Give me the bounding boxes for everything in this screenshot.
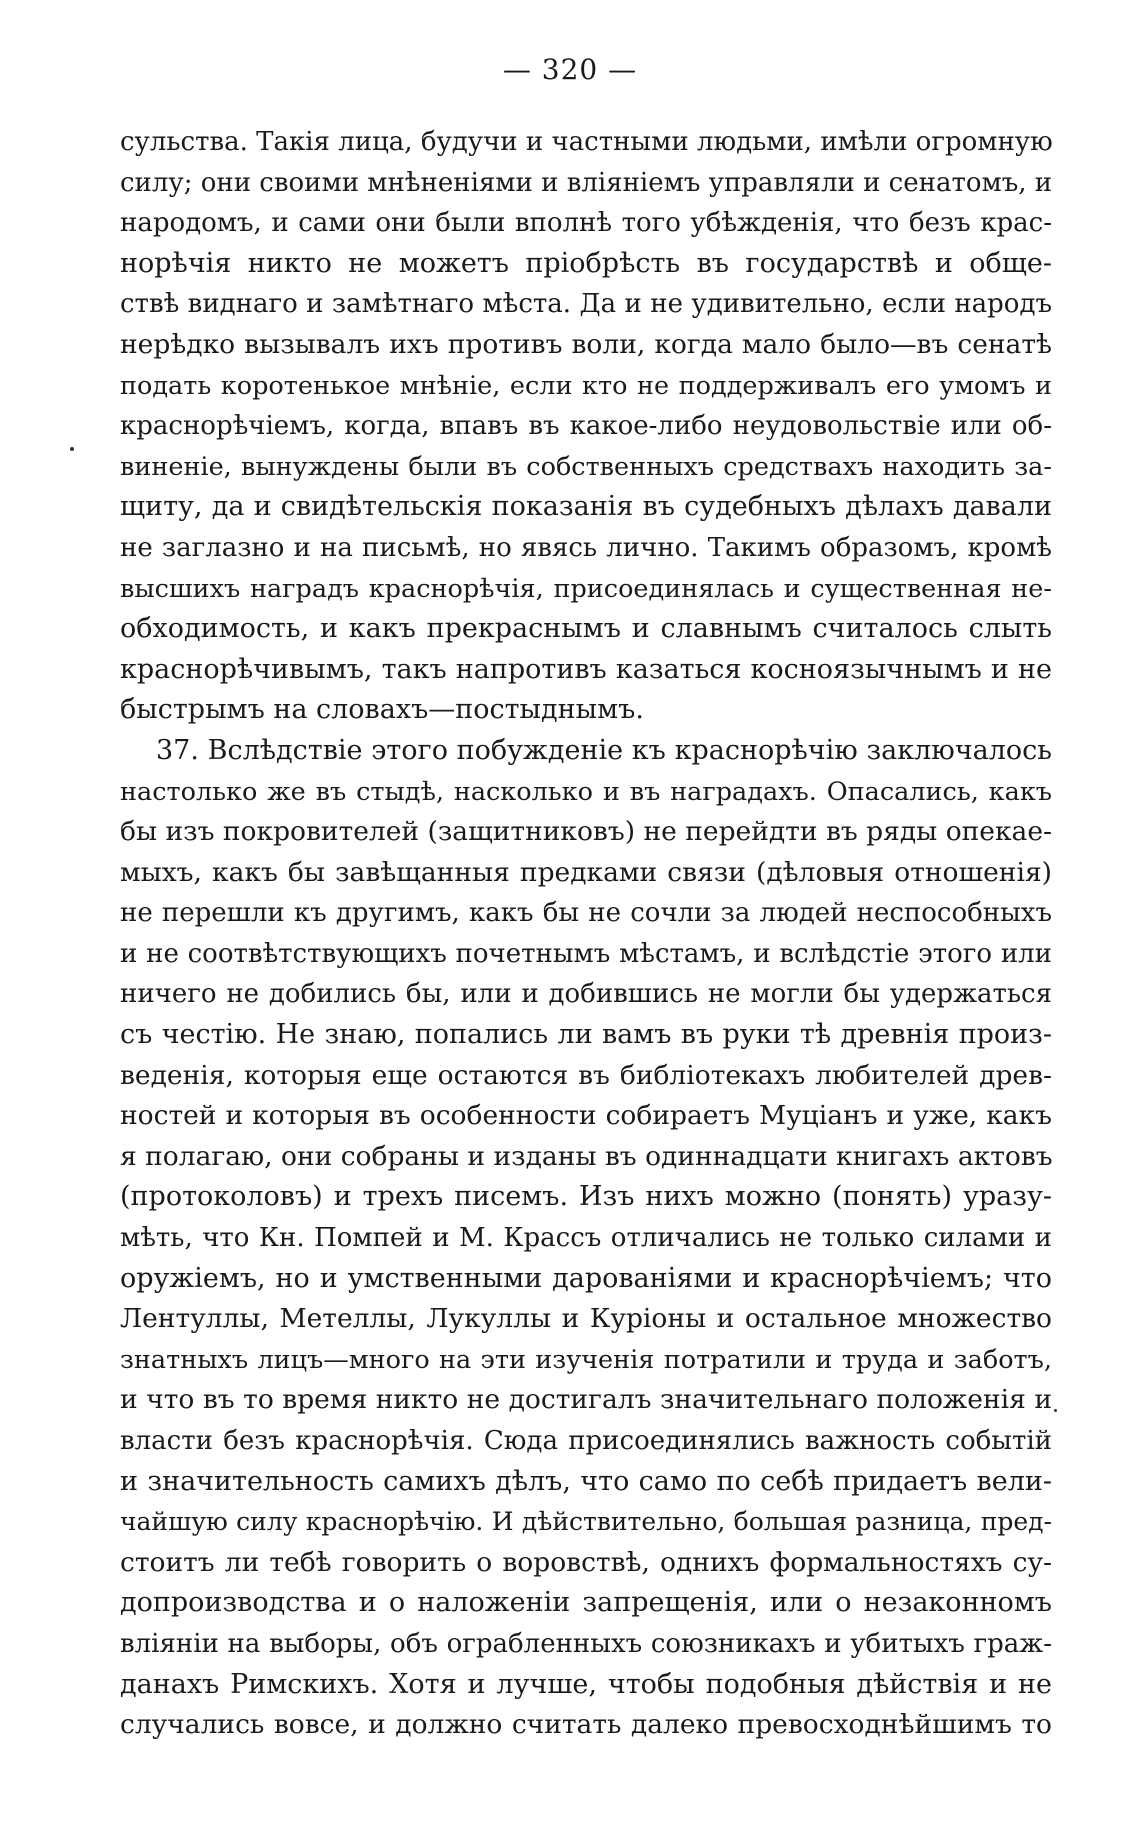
text-line: подать коротенькое мнѣніе, если кто не поддерживалъ его умомъ и bbox=[120, 370, 1052, 401]
scan-speck bbox=[70, 447, 74, 451]
text-line: данахъ Римскихъ. Хотя и лучше, чтобы подобныя дѣйствія и не bbox=[120, 1668, 1052, 1700]
text-line: щиту, да и свидѣтельскія показанія въ судебныхъ дѣлахъ давали bbox=[120, 491, 1052, 523]
text-line: допроизводства и о наложеніи запрещенія, или о незаконномъ bbox=[120, 1587, 1052, 1619]
text-line: (протоколовъ) и трехъ писемъ. Изъ нихъ можно (понять) уразу- bbox=[120, 1181, 1052, 1213]
text-line: ничего не добились бы, или и добившись не могли бы удержаться bbox=[120, 979, 1052, 1010]
text-line: обходимость, и какъ прекраснымъ и славнымъ считалось слыть bbox=[120, 613, 1052, 645]
text-line: нерѣдко вызывалъ ихъ противъ воли, когда мало было—въ сенатѣ bbox=[120, 328, 1052, 360]
page-number: — 320 — bbox=[502, 53, 638, 86]
text-line: норѣчія никто не можетъ пріобрѣсть въ государствѣ и обще- bbox=[120, 247, 1052, 279]
text-line: 37. Вслѣдствіе этого побужденіе къ краснорѣчію заключалось bbox=[156, 734, 1052, 766]
text-line: народомъ, и сами они были вполнѣ того убѣжденія, что безъ крас- bbox=[120, 208, 1052, 239]
text-line: оружіемъ, но и умственными дарованіями и краснорѣчіемъ; что bbox=[120, 1262, 1052, 1294]
text-line: сульства. Такія лица, будучи и частными людьми, имѣли огромную bbox=[120, 127, 1053, 157]
text-line: мыхъ, какъ бы завѣщанныя предками связи (дѣловыя отношенія) bbox=[120, 856, 1052, 888]
text-line: и значительность самихъ дѣлъ, что само по себѣ придаетъ вели- bbox=[120, 1465, 1052, 1497]
text-line: стоитъ ли тебѣ говорить о воровствѣ, однихъ формальностяхъ су- bbox=[120, 1546, 1052, 1578]
text-line: веденія, которыя еще остаются въ библіотекахъ любителей древ- bbox=[120, 1059, 1052, 1091]
text-line: бы изъ покровителей (защитниковъ) не перейдти въ ряды опекае- bbox=[120, 816, 1052, 848]
text-line: краснорѣчіемъ, когда, впавъ въ какое-либо неудовольствіе или об- bbox=[120, 411, 1052, 442]
text-line: не заглазно и на письмѣ, но явясь лично. Такимъ образомъ, кромѣ bbox=[120, 532, 1052, 563]
text-line: настолько же въ стыдѣ, насколько и въ наградахъ. Опасались, какъ bbox=[120, 776, 1052, 807]
text-line: мѣть, что Кн. Помпей и М. Крассъ отличались не только силами и bbox=[120, 1223, 1052, 1254]
text-block bbox=[120, 122, 1052, 1746]
text-line: и что въ то время никто не достигалъ значительнаго положенія и bbox=[120, 1384, 1052, 1416]
text-line: краснорѣчивымъ, такъ напротивъ казаться косноязычнымъ и не bbox=[120, 653, 1052, 685]
text-line: силу; они своими мнѣненіями и вліяніемъ управляли и сенатомъ, и bbox=[120, 167, 1053, 198]
text-line: не перешли къ другимъ, какъ бы не сочли за людей неспособныхъ bbox=[120, 898, 1052, 929]
text-line: съ честію. Не знаю, попались ли вамъ въ руки тѣ древнія произ- bbox=[120, 1019, 1052, 1051]
paragraph-2 bbox=[120, 731, 1052, 1746]
text-line: чайшую силу краснорѣчію. И дѣйствительно, большая разница, пред- bbox=[120, 1507, 1052, 1537]
text-line: власти безъ краснорѣчія. Сюда присоединялись важность событій bbox=[120, 1426, 1052, 1456]
text-line: вліяніи на выборы, объ ограбленныхъ союзникахъ и убитыхъ граж- bbox=[120, 1628, 1052, 1659]
text-line: виненіе, вынуждены были въ собственныхъ средствахъ находить за- bbox=[120, 451, 1052, 482]
text-line: случались вовсе, и должно считать далеко превосходнѣйшимъ то bbox=[120, 1709, 1052, 1741]
scan-speck bbox=[1054, 1409, 1057, 1412]
text-line: знатныхъ лицъ—много на эти изученія потратили и труда и заботъ, bbox=[120, 1344, 1052, 1375]
text-line: быстрымъ на словахъ—постыднымъ. bbox=[120, 694, 644, 726]
text-line: ствѣ виднаго и замѣтнаго мѣста. Да и не удивительно, если народъ bbox=[120, 289, 1052, 320]
text-line: ностей и которыя въ особенности собираетъ Муціанъ и уже, какъ bbox=[120, 1100, 1052, 1132]
text-line: и не соотвѣтствующихъ почетнымъ мѣстамъ, и вслѣдстіе этого или bbox=[120, 938, 1052, 969]
text-line: Лентуллы, Метеллы, Лукуллы и Куріоны и остальное множество bbox=[120, 1303, 1052, 1335]
text-line: высшихъ наградъ краснорѣчія, присоединялась и существенная не- bbox=[120, 573, 1052, 604]
text-line: я полагаю, они собраны и изданы въ одиннадцати книгахъ актовъ bbox=[120, 1140, 1053, 1172]
paragraph-1 bbox=[120, 122, 1052, 731]
